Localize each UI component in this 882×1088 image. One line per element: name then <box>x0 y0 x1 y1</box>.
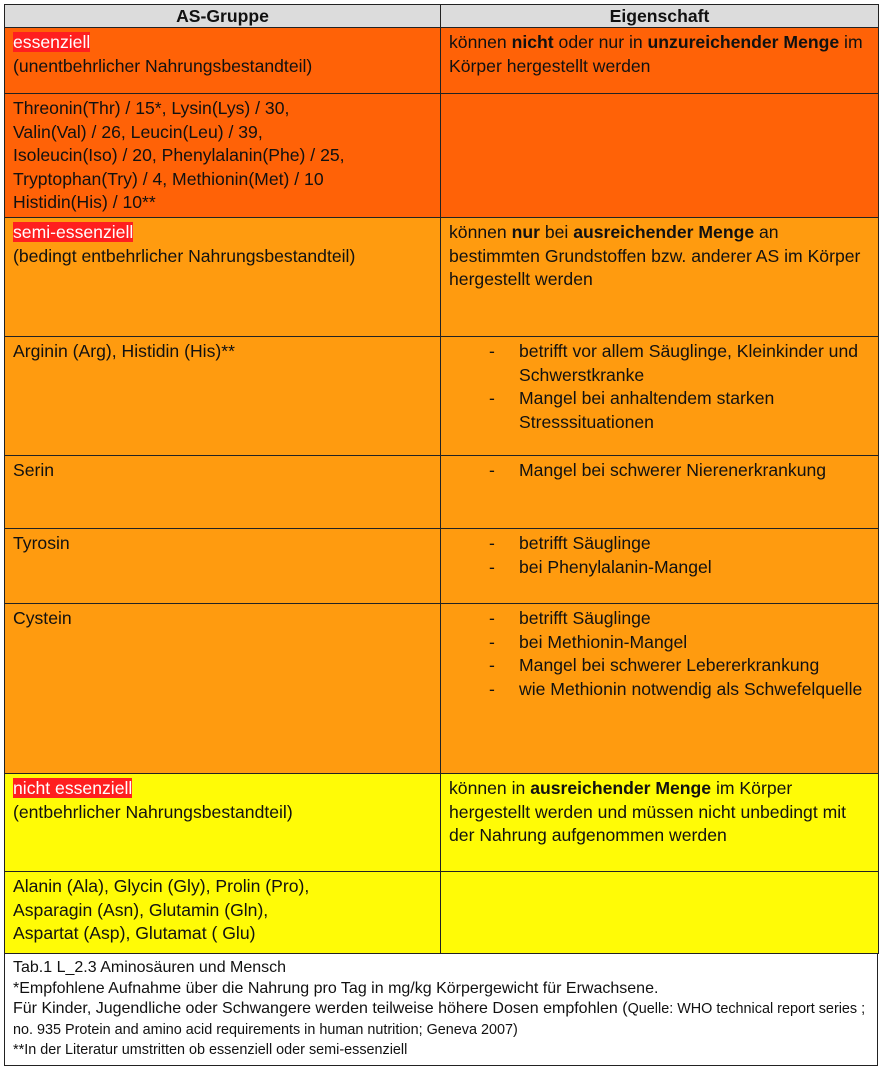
prop-text: an bestimmten Grundstoffen bzw. anderer AS im Körper hergestellt werden <box>449 222 861 289</box>
semi-item-notes <box>441 604 879 774</box>
note-bullet: - wie Methionin notwendig als Schwefelquelle <box>489 678 870 702</box>
nonessential-list-line: Asparagin (Asn), Glutamin (Gln), <box>13 899 269 920</box>
table-footer <box>4 954 878 1066</box>
prop-text: bei <box>539 222 574 242</box>
prop-bold: ausreichender Menge <box>530 778 712 798</box>
note-bullet: - betrifft Säuglinge <box>489 607 870 631</box>
amino-acid-table <box>4 4 879 954</box>
semi-desc: (bedingt entbehrlicher Nahrungsbestandteil) <box>13 245 356 266</box>
prop-bold: Menge <box>783 32 840 52</box>
header-eigenschaft: Eigenschaft <box>441 5 879 28</box>
essential-list-row <box>5 94 879 218</box>
prop-text: im Körper hergestellt werden und müssen nicht unbedingt mit der Nahrung aufgenommen werden <box>449 778 847 845</box>
semi-property-cell <box>441 218 879 337</box>
essential-list-line: Histidin(His) / 10** <box>13 192 156 212</box>
semi-item-row <box>5 456 879 529</box>
essential-list-line: Tryptophan(Try) / 4, Methionin(Met) / 10 <box>13 168 324 189</box>
essential-group-cell <box>5 28 441 94</box>
semi-item-row <box>5 604 879 774</box>
semi-item-notes <box>441 337 879 456</box>
prop-bold: unzureichender <box>647 32 779 52</box>
essential-tag: essenziell <box>13 32 91 52</box>
note-bullet: - betrifft vor allem Säuglinge, Kleinkinder und Schwerstkranke <box>489 340 870 387</box>
empty-cell <box>441 94 879 218</box>
prop-text: können in <box>449 778 531 798</box>
semi-item-notes <box>441 529 879 604</box>
note-bullet: - bei Phenylalanin-Mangel <box>489 556 870 580</box>
semi-item-notes <box>441 456 879 529</box>
nonessential-tag: nicht essenziell <box>13 778 133 798</box>
semi-tag: semi-essenziell <box>13 222 134 242</box>
semi-item-row <box>5 337 879 456</box>
prop-text: können <box>449 32 512 52</box>
nonessential-list-line: Aspartat (Asp), Glutamat ( Glu) <box>13 923 256 943</box>
semi-item-name: Arginin (Arg), Histidin (His)** <box>5 337 441 456</box>
empty-cell <box>441 872 879 954</box>
nonessential-property-cell <box>441 774 879 872</box>
essential-list-cell <box>5 94 441 218</box>
semi-item-name: Cystein <box>5 604 441 774</box>
prop-bold: ausreichender Menge <box>573 222 755 242</box>
prop-bold: nur <box>511 222 540 242</box>
table-caption: Tab.1 L_2.3 Aminosäuren und Mensch <box>13 959 287 976</box>
essential-header-row <box>5 28 879 94</box>
note-bullet: - Mangel bei anhaltendem starken Stresssituationen <box>489 387 870 434</box>
essential-list-line: Isoleucin(Iso) / 20, Phenylalanin(Phe) / 25, <box>13 145 345 165</box>
prop-text: können <box>449 222 512 242</box>
footnote-2: Für Kinder, Jugendliche oder Schwangere werden teilweise höhere Dosen empfohlen ( <box>13 1000 628 1017</box>
semi-header-row <box>5 218 879 337</box>
semi-item-row <box>5 529 879 604</box>
nonessential-list-line: Alanin (Ala), Glycin (Gly), Prolin (Pro), <box>13 876 310 896</box>
nonessential-header-row <box>5 774 879 872</box>
essential-list-line: Valin(Val) / 26, Leucin(Leu) / 39, <box>13 121 263 142</box>
nonessential-list-cell <box>5 872 441 954</box>
footnote-3: **In der Literatur umstritten ob essenziell oder semi-essenziell <box>13 1042 408 1058</box>
essential-property-cell <box>441 28 879 94</box>
header-as-gruppe: AS-Gruppe <box>5 5 441 28</box>
essential-list-line: Threonin(Thr) / 15*, Lysin(Lys) / 30, <box>13 98 290 118</box>
prop-text: oder nur in <box>553 32 648 52</box>
note-bullet: - Mangel bei schwerer Nierenerkrankung <box>489 459 870 483</box>
prop-bold: nicht <box>511 32 554 52</box>
semi-item-name: Serin <box>5 456 441 529</box>
note-bullet: - betrifft Säuglinge <box>489 532 870 556</box>
prop-text: im Körper hergestellt werden <box>449 32 863 76</box>
table-header-row <box>5 5 879 28</box>
note-bullet: - Mangel bei schwerer Lebererkrankung <box>489 654 870 678</box>
nonessential-list-row <box>5 872 879 954</box>
semi-item-name: Tyrosin <box>5 529 441 604</box>
nonessential-group-cell <box>5 774 441 872</box>
semi-group-cell <box>5 218 441 337</box>
note-bullet: - bei Methionin-Mangel <box>489 631 870 655</box>
nonessential-desc: (entbehrlicher Nahrungsbestandteil) <box>13 801 293 822</box>
footnote-1: *Empfohlene Aufnahme über die Nahrung pro Tag in mg/kg Körpergewicht für Erwachsene. <box>13 979 659 997</box>
source-citation: Quelle: WHO technical report series ; no. 935 Protein and amino acid requirements in human nutrition; Geneva 2007) <box>13 1001 866 1038</box>
essential-desc: (unentbehrlicher Nahrungsbestandteil) <box>13 55 313 76</box>
document-page <box>4 4 878 1084</box>
